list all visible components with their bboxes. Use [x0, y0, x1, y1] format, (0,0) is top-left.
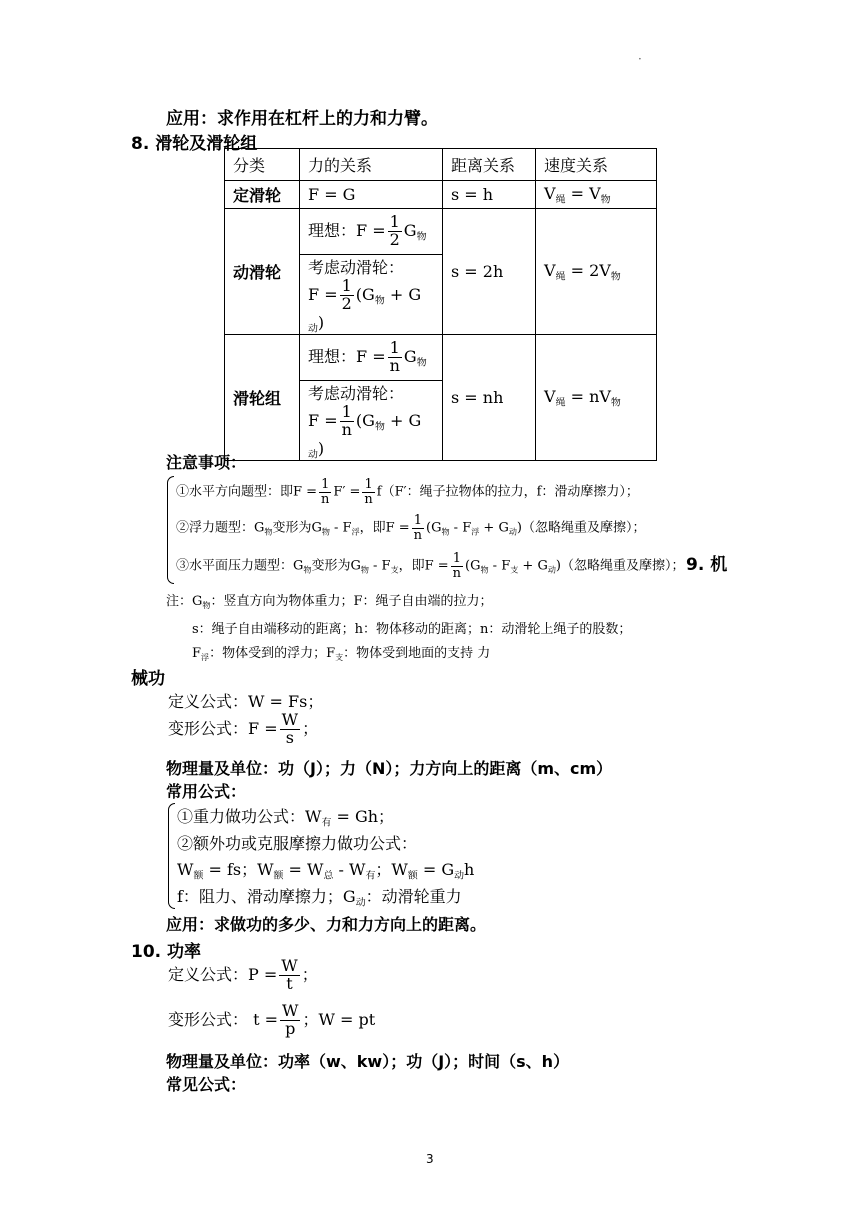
section-9-title-part1: 9. 机 — [686, 555, 728, 575]
page-number: 3 — [426, 1152, 434, 1166]
movable-pulley-label: 动滑轮 — [225, 209, 300, 335]
work-definition: 定义公式：W = Fs； — [168, 692, 324, 711]
work-common-title: 常用公式： — [166, 782, 247, 801]
note-buoyancy: ②浮力题型：$G_物$变形为$G_物 - F_浮$，即F = $\frac{1}{n}$ $(G_物 - F_浮 + G_动)$（忽略绳重及摩擦）； — [176, 513, 646, 543]
header-force: 力的关系 — [300, 149, 443, 181]
power-units: 物理量及单位：功率（w、kw）；功（J）；时间（s、h） — [166, 1052, 570, 1071]
power-definition: 定义公式：P = $\frac{W}{t}$ ； — [168, 956, 318, 993]
work-transform: 变形公式：F = $\frac{W}{s}$ ； — [168, 710, 319, 747]
group-distance: s = nh — [443, 335, 536, 461]
note-horizontal: ①水平方向题型：即F = $\frac{1}{n}$ F′ = $\frac{1}{n}$ f（F′：绳子拉物体的拉力，f：滑动摩擦力）； — [176, 477, 639, 507]
header-velocity: 速度关系 — [536, 149, 657, 181]
table-header-row — [225, 149, 657, 181]
note-line-3: $F_浮$：物体受到的浮力；$F_支$：物体受到地面的支持 力 — [192, 646, 491, 662]
group-ideal-force: 理想：F = $\frac{1}{n}$ $G_物$ — [300, 335, 443, 381]
section-8-title: 8. 滑轮及滑轮组 — [131, 134, 258, 154]
fixed-pulley-label: 定滑轮 — [225, 181, 300, 209]
fixed-velocity: $V_绳 = V_物$ — [536, 181, 657, 209]
work-application: 应用：求做功的多少、力和力方向上的距离。 — [166, 915, 487, 934]
work-gravity-formula: ①重力做功公式：$W_有 = Gh$； — [177, 807, 395, 829]
group-velocity: $V_绳 = nV_物$ — [536, 335, 657, 461]
movable-consider-force: 考虑动滑轮： F = $\frac{1}{2}$ $(G_物 + G_动)$ — [300, 255, 443, 335]
table-row-movable-ideal — [225, 209, 657, 255]
movable-ideal-force: 理想：F = $\frac{1}{2}$ $G_物$ — [300, 209, 443, 255]
section-10-title: 10. 功率 — [131, 942, 202, 962]
table-row-fixed — [225, 181, 657, 209]
header-distance: 距离关系 — [443, 149, 536, 181]
work-extra-formulas: $W_额$ = fs；$W_额 = W_总 - W_有$；$W_额 = G_动h$ — [177, 860, 475, 882]
pulley-table — [224, 148, 657, 461]
work-symbol-notes: f：阻力、滑动摩擦力；$G_动$：动滑轮重力 — [177, 887, 462, 909]
note-pressure: ③水平面压力题型：$G_物$变形为$G_物 - F_支$，即F = $\frac{1}{n}$ $(G_物 - F_支 + G_动)$（忽略绳重及摩擦）； — [176, 551, 685, 581]
lever-application: 应用：求作用在杠杆上的力和力臂。 — [166, 109, 438, 129]
movable-velocity: $V_绳 = 2V_物$ — [536, 209, 657, 335]
fixed-distance: s = h — [443, 181, 536, 209]
pulley-group-label: 滑轮组 — [225, 335, 300, 461]
movable-distance: s = 2h — [443, 209, 536, 335]
work-units: 物理量及单位：功（J）；力（N）；力方向上的距离（m、cm） — [166, 759, 613, 778]
fixed-force: F = G — [300, 181, 443, 209]
note-line-1: 注：$G_物$：竖直方向为物体重力；F：绳子自由端的拉力； — [166, 594, 493, 610]
top-dot: · — [638, 52, 642, 66]
notes-title: 注意事项： — [166, 453, 247, 472]
power-transform: 变形公式： t = $\frac{W}{p}$ ；W = pt — [168, 1001, 376, 1038]
work-brace — [168, 803, 175, 909]
table-row-group-ideal — [225, 335, 657, 381]
section-9-title-part2: 械功 — [131, 669, 165, 689]
notes-brace — [167, 476, 174, 584]
power-common: 常见公式： — [166, 1075, 247, 1094]
work-extra-title: ②额外功或克服摩擦力做功公式： — [177, 834, 418, 853]
note-line-2: s：绳子自由端移动的距离；h：物体移动的距离；n：动滑轮上绳子的股数； — [192, 622, 632, 637]
header-category: 分类 — [225, 149, 300, 181]
group-consider-force: 考虑动滑轮： F = $\frac{1}{n}$ $(G_物 + G_动)$ — [300, 381, 443, 461]
